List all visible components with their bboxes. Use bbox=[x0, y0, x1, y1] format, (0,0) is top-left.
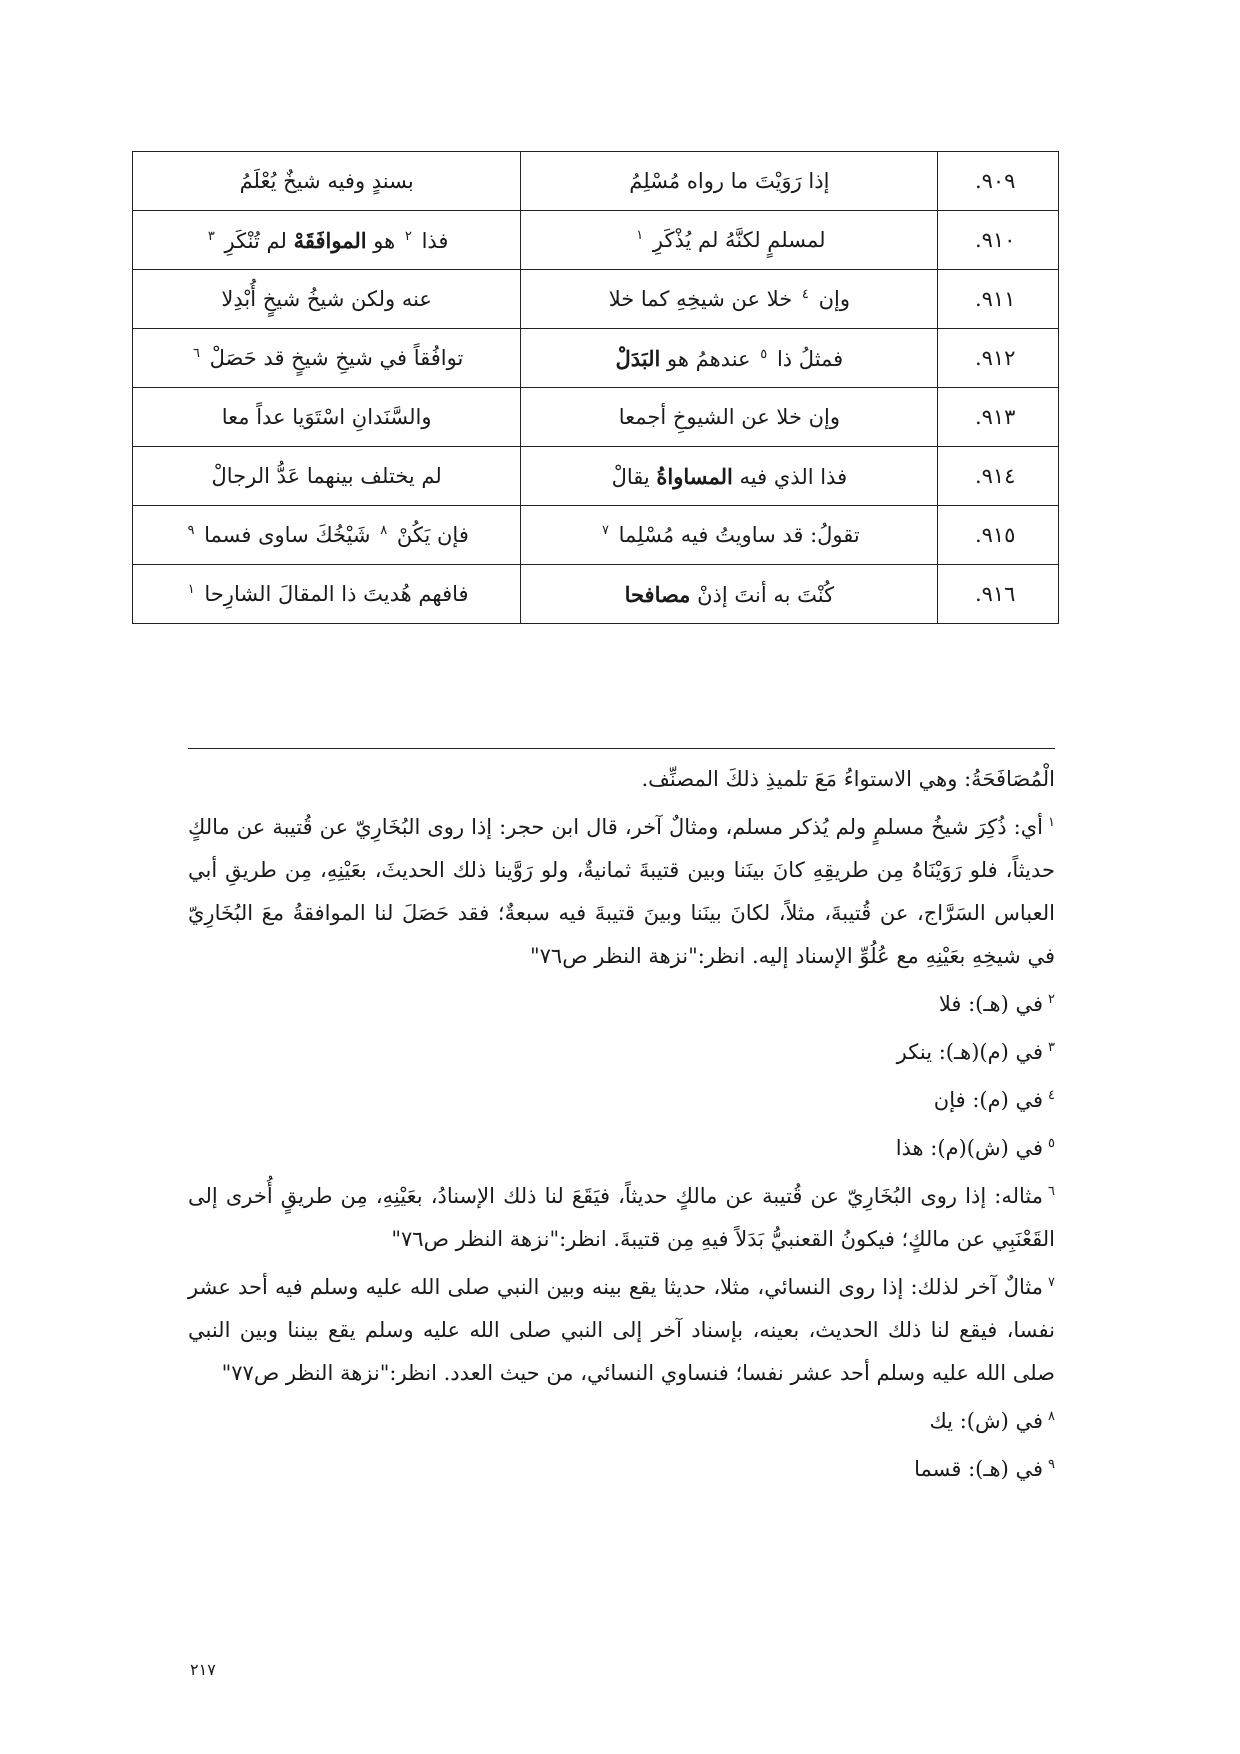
verse-text: شَيْخُكَ ساوى فسما bbox=[204, 523, 371, 547]
footnote-ref: ٧ bbox=[601, 523, 609, 538]
second-hemistich bbox=[133, 447, 521, 506]
footnote-3 bbox=[188, 1026, 1055, 1074]
footnote-mark: ١ bbox=[1048, 815, 1055, 830]
verse-text: فذا bbox=[421, 228, 449, 253]
verse-text: والسَّنَدانِ اسْتَوَيا عداً معا bbox=[221, 405, 432, 429]
footnote-mark: ٤ bbox=[1048, 1088, 1055, 1103]
verse-number: ٩١٠. bbox=[974, 228, 1016, 252]
verse-row bbox=[133, 565, 1059, 624]
footnotes bbox=[188, 758, 1055, 1491]
verse-row bbox=[133, 329, 1059, 388]
bold-term: الموافَقَهْ bbox=[293, 227, 367, 253]
footnote-text: في (ش)(م): هذا bbox=[895, 1136, 1044, 1160]
bold-term: البَدَلْ bbox=[615, 345, 661, 371]
footnote-mark: ٣ bbox=[1048, 1040, 1055, 1055]
second-hemistich bbox=[133, 506, 521, 565]
verse-row bbox=[133, 152, 1059, 211]
verse-text: عنه ولكن شيخُ شيخٍ أُبْدِلا bbox=[221, 287, 432, 311]
footnote-mark: ٨ bbox=[1048, 1409, 1055, 1424]
first-hemistich bbox=[521, 152, 938, 211]
footnote-ref: ٤ bbox=[801, 287, 809, 302]
footnote-2 bbox=[188, 978, 1055, 1026]
verse-number: ٩١١. bbox=[974, 287, 1016, 311]
footnote-text: في (ش): يك bbox=[929, 1409, 1044, 1433]
first-hemistich bbox=[521, 506, 938, 565]
verse-text: إذا رَوَيْتَ ما رواه مُسْلِمُ bbox=[629, 169, 830, 193]
footnote-mark: ٥ bbox=[1048, 1136, 1055, 1151]
footnote-text: الْمُصَافَحَةُ: وهي الاستواءُ مَعَ تلميذِ ذلكَ المصنِّف. bbox=[641, 767, 1055, 791]
footnote-ref: ١ bbox=[636, 228, 644, 243]
footnote-text: في (م)(هـ): ينكر bbox=[896, 1040, 1044, 1064]
first-hemistich bbox=[521, 565, 938, 624]
footnote-ref: ٥ bbox=[760, 346, 768, 362]
verse-text: خلا عن شيخِهِ كما خلا bbox=[608, 287, 793, 311]
footnote-8 bbox=[188, 1395, 1055, 1443]
verse-text: عندهمُ هو bbox=[667, 346, 751, 371]
first-hemistich bbox=[521, 388, 938, 447]
verse-number-cell bbox=[938, 329, 1059, 388]
verse-text: بسندٍ وفيه شيخٌ يُعْلَمُ bbox=[239, 169, 414, 193]
footnote-4 bbox=[188, 1074, 1055, 1122]
verse-number-cell bbox=[938, 152, 1059, 211]
footnote-ref: ١ bbox=[187, 582, 195, 597]
verse-row bbox=[133, 211, 1059, 270]
footnote-text: في (هـ): فلا bbox=[938, 992, 1044, 1016]
verse-text: لم تُنْكَرِ bbox=[224, 228, 287, 253]
first-hemistich bbox=[521, 211, 938, 270]
verse-row bbox=[133, 270, 1059, 329]
verse-text: وإن bbox=[818, 287, 850, 311]
verse-number-cell bbox=[938, 388, 1059, 447]
verse-row bbox=[133, 506, 1059, 565]
footnote-mark: ٢ bbox=[1048, 992, 1055, 1007]
footnote-ref: ٢ bbox=[404, 228, 412, 244]
second-hemistich bbox=[133, 329, 521, 388]
verse-number-cell bbox=[938, 565, 1059, 624]
footnote-divider bbox=[188, 748, 1055, 749]
verse-number: ٩١٢. bbox=[974, 346, 1016, 370]
verse-row bbox=[133, 388, 1059, 447]
verse-row bbox=[133, 447, 1059, 506]
first-hemistich bbox=[521, 447, 938, 506]
second-hemistich bbox=[133, 152, 521, 211]
second-hemistich bbox=[133, 211, 521, 270]
verse-text: فافهم هُديتَ ذا المقالَ الشارِحا bbox=[204, 582, 469, 606]
second-hemistich bbox=[133, 388, 521, 447]
first-hemistich bbox=[521, 270, 938, 329]
verse-number: ٩١٤. bbox=[974, 464, 1016, 488]
bold-term: المساواةُ bbox=[656, 463, 733, 489]
footnote-6 bbox=[188, 1170, 1055, 1261]
verse-text: وإن خلا عن الشيوخِ أجمعا bbox=[618, 405, 841, 429]
footnote-1 bbox=[188, 801, 1055, 978]
verse-text: تقولُ: قد ساويتُ فيه مُسْلِما bbox=[618, 523, 860, 547]
second-hemistich bbox=[133, 270, 521, 329]
verse-text: فإن يَكُنْ bbox=[396, 523, 469, 547]
footnote-9 bbox=[188, 1443, 1055, 1491]
footnote-ref: ٩ bbox=[187, 523, 195, 538]
verse-number-cell bbox=[938, 211, 1059, 270]
verse-number: ٩١٣. bbox=[974, 405, 1016, 429]
footnote-text: في (م): فإن bbox=[933, 1088, 1044, 1112]
verse-text: لمسلمٍ لكنَّهُ لم يُذْكَرِ bbox=[652, 228, 826, 252]
verse-text: فذا الذي فيه bbox=[739, 464, 848, 489]
verse-text: هو bbox=[373, 228, 396, 253]
bold-term: مصافحا bbox=[624, 581, 691, 607]
verse-number-cell bbox=[938, 506, 1059, 565]
footnote-ref: ٦ bbox=[192, 346, 200, 361]
footnote-ref: ٣ bbox=[207, 228, 215, 244]
verse-number: ٩١٦. bbox=[974, 582, 1016, 606]
verse-number: ٩٠٩. bbox=[974, 169, 1016, 193]
footnote-mark: ٩ bbox=[1048, 1457, 1055, 1472]
verse-number-cell bbox=[938, 270, 1059, 329]
first-hemistich bbox=[521, 329, 938, 388]
verse-text: فمثلُ ذا bbox=[776, 346, 844, 371]
footnote-5 bbox=[188, 1122, 1055, 1170]
verse-text: لم يختلف بينهما عَدُّ الرجالْ bbox=[211, 464, 442, 488]
footnote-ref: ٨ bbox=[380, 523, 388, 538]
page-number: ٢١٧ bbox=[190, 1660, 216, 1679]
verse-number-cell bbox=[938, 447, 1059, 506]
footnote-mark: ٧ bbox=[1048, 1275, 1055, 1290]
verse-number: ٩١٥. bbox=[974, 523, 1016, 547]
verse-table bbox=[132, 151, 1059, 624]
footnote-text: مثالٌ آخر لذلك: إذا روى النسائي، مثلا، حديثا يقع بينه وبين النبي صلى الله عليه وسلم فيه أحد عشر نفسا، فيقع لنا ذلك الحديث، بعينه، بإسناد آخر إلى النبي صلى الله عليه وسلم يقع بيننا وبين النبي صلى الله عليه وسلم أحد عشر نفسا؛ فنساوي النسائي، من حيث العدد. انظر:"نزهة النظر ص٧٧" bbox=[188, 1275, 1055, 1385]
footnote-intro bbox=[188, 758, 1055, 801]
footnote-text: مثاله: إذا روى البُخَارِيّ عن قُتيبة عن مالكٍ حديثاً، فيَقَعَ لنا ذلك الإسنادُ، بعَيْنِهِ، مِن طريقٍ أُخرى إلى القَعْنَبِي عن مالكٍ؛ فيكونُ القعنبيُّ بَدَلاً فيهِ مِن قتيبةَ. انظر:"نزهة النظر ص٧٦" bbox=[188, 1184, 1055, 1251]
verse-text: كُنْتَ به أنتَ إذنْ bbox=[697, 582, 835, 607]
verse-text: يقالْ bbox=[611, 464, 650, 489]
footnote-7 bbox=[188, 1261, 1055, 1395]
footnote-text: في (هـ): قسما bbox=[914, 1457, 1044, 1481]
footnote-mark: ٦ bbox=[1048, 1184, 1055, 1199]
second-hemistich bbox=[133, 565, 521, 624]
verse-text: توافُقاً في شيخِ شيخٍ قد حَصَلْ bbox=[209, 346, 464, 370]
footnote-text: أي: ذُكِرَ شيخُ مسلمٍ ولم يُذكر مسلم، ومثالٌ آخر، قال ابن حجر: إذا روى البُخَارِيّ عن قُتيبة عن مالكٍ حديثاً، فلو رَوَيْنَاهُ مِن طريقِهِ كانَ بينَنا وبين قتيبةَ ثمانيةٌ، ولو رَوَّينا ذلك الحديثَ، بعَيْنِهِ، مِن طريقِ أبي العباس السَرَّاج، عن قُتيبةَ، مثلاً، لكانَ بينَنا وبينَ قتيبةَ فيه سبعةٌ؛ فقد حَصَلَ لنا الموافقةُ معَ البُخَارِيّ في شيخِهِ بعَيْنِهِ مع عُلُوِّ الإسناد إليه. انظر:"نزهة النظر ص٧٦" bbox=[188, 815, 1055, 968]
